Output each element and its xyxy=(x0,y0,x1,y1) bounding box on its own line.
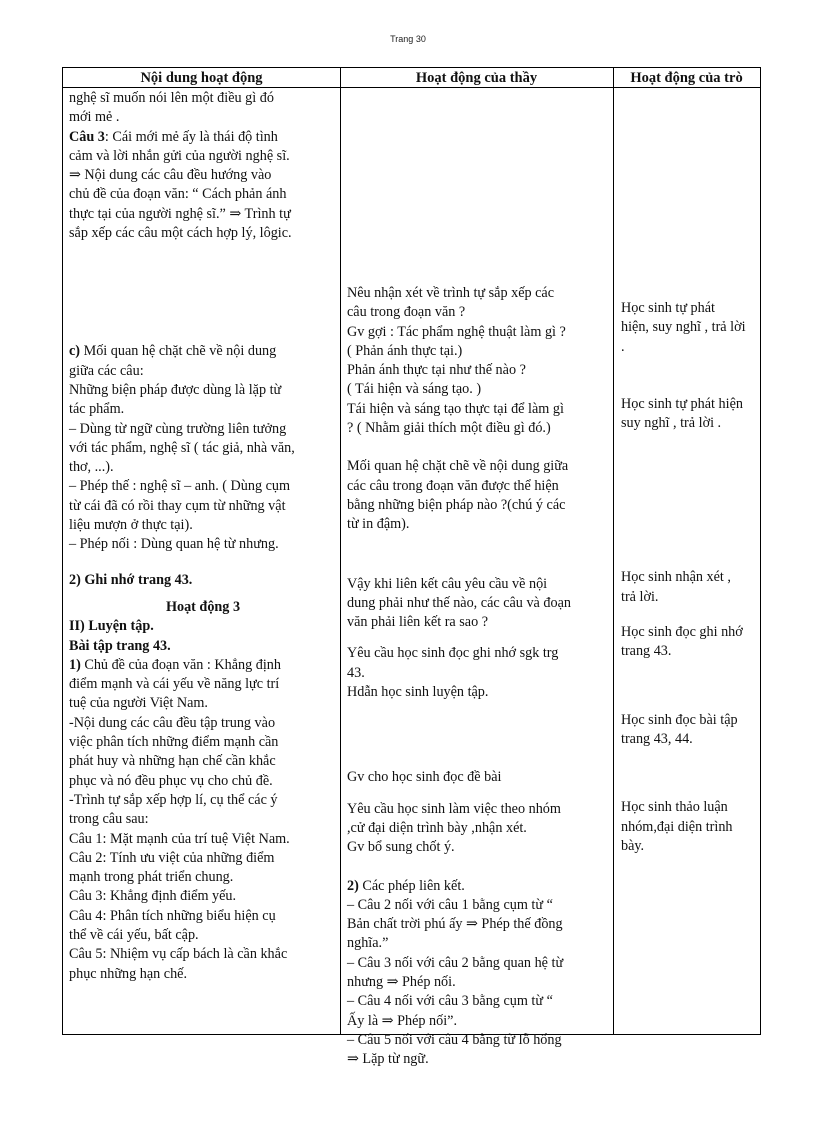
column-divider xyxy=(613,68,614,1034)
text-line: Học sinh nhận xét , xyxy=(621,569,731,586)
activity-heading: Hoạt động 3 xyxy=(165,598,241,615)
text-line: Tái hiện và sáng tạo thực tại để làm gì xyxy=(347,400,564,417)
text-line: trả lời. xyxy=(621,588,659,605)
text-line: – Câu 5 nối với câu 4 bằng từ lỗ hổng xyxy=(347,1031,562,1048)
text-line: nhưng ⇒ Phép nối. xyxy=(347,974,456,991)
text-span: Các phép liên kết. xyxy=(358,877,465,894)
text-line: – Câu 2 nối với câu 1 bằng cụm từ “ xyxy=(347,896,553,913)
text-line: câu trong đoạn văn ? xyxy=(347,304,466,321)
lesson-table xyxy=(62,67,761,1068)
content-column xyxy=(69,89,337,984)
item-label: 2) xyxy=(347,877,359,894)
text-line: Gv gợi : Tác phẩm nghệ thuật làm gì ? xyxy=(347,323,566,340)
table-header-content: Nội dung hoạt động xyxy=(63,68,340,88)
text-line: Những biện pháp được dùng là lặp từ xyxy=(69,381,282,398)
text-line: thơ, ...). xyxy=(69,459,114,476)
student-column xyxy=(621,89,759,856)
text-line: suy nghĩ , trả lời . xyxy=(621,415,722,432)
text-line: nghĩa.” xyxy=(347,935,389,952)
text-line: cảm và lời nhắn gửi của người nghệ sĩ. xyxy=(69,147,290,164)
text-line: hiện, suy nghĩ , trả lời xyxy=(621,319,746,336)
text-line: Hdẫn học sinh luyện tập. xyxy=(347,684,489,701)
text-line: phát huy và những hạn chế cần khắc xyxy=(69,753,276,770)
text-line: nhóm,đại diện trình xyxy=(621,818,733,835)
text-line: bày. xyxy=(621,837,645,854)
text-line: Câu 3: Khẳng định điểm yếu. xyxy=(69,888,237,905)
text-line: Vậy khi liên kết câu yêu cầu về nội xyxy=(347,575,548,592)
text-line: ⇒ Nội dung các câu đều hướng vào xyxy=(69,167,272,184)
text-line: Học sinh tự phát xyxy=(621,300,715,316)
text-line: ( Phản ánh thực tại.) xyxy=(347,342,463,359)
text-line: – Phép nối : Dùng quan hệ từ nhưng. xyxy=(69,536,279,553)
text-line: ? ( Nhằm giải thích một điều gì đó.) xyxy=(347,420,551,437)
practice-heading: II) Luyện tập. xyxy=(69,618,154,635)
text-line xyxy=(69,656,337,675)
text-line: Yêu cầu học sinh làm việc theo nhóm xyxy=(347,800,561,817)
text-line: -Trình tự sắp xếp hợp lí, cụ thể các ý xyxy=(69,791,278,808)
text-line: mạnh trong phát triển chung. xyxy=(69,869,234,886)
text-line: từ in đậm). xyxy=(347,516,410,533)
text-line: sắp xếp các câu một cách hợp lý, lôgic. xyxy=(69,225,292,242)
section-label: c) xyxy=(69,343,81,360)
table-header-teacher: Hoạt động của thầy xyxy=(340,68,613,88)
text-line: thể về cái yếu, bất cập. xyxy=(69,926,199,943)
text-line: việc phân tích những điểm mạnh cần xyxy=(69,734,279,751)
text-line: – Câu 3 nối với câu 2 bằng quan hệ từ xyxy=(347,954,564,971)
text-line: tác phẩm. xyxy=(69,401,125,418)
text-line: Học sinh thảo luận xyxy=(621,799,728,816)
text-line: ⇒ Lặp từ ngữ. xyxy=(347,1051,429,1068)
text-line: Gv bổ sung chốt ý. xyxy=(347,839,455,856)
text-line: phục những hạn chế. xyxy=(69,965,188,982)
text-line: trang 43. xyxy=(621,643,672,660)
text-line: Câu 5: Nhiệm vụ cấp bách là cần khắc xyxy=(69,946,288,963)
text-line: Câu 2: Tính ưu việt của những điểm xyxy=(69,849,275,866)
text-line: thực tại của người nghệ sĩ.” ⇒ Trình tự xyxy=(69,205,291,222)
text-line: mới mẻ . xyxy=(69,109,120,126)
exercise-heading: Bài tập trang 43. xyxy=(69,637,171,654)
text-line: Nêu nhận xét về trình tự sắp xếp các xyxy=(347,285,555,301)
text-line: ( Tái hiện và sáng tạo. ) xyxy=(347,381,482,398)
text-line: giữa các câu: xyxy=(69,362,144,379)
text-span: : Cái mới mẻ ấy là thái độ tình xyxy=(104,128,278,145)
text-line: Bản chất trời phú ấy ⇒ Phép thế đồng xyxy=(347,916,563,933)
text-line: Câu 4: Phân tích những biểu hiện cụ xyxy=(69,907,276,924)
text-line: 43. xyxy=(347,664,365,681)
text-line: Mối quan hệ chặt chẽ về nội dung giữa xyxy=(347,458,569,475)
text-line xyxy=(347,877,611,896)
text-line: Học sinh tự phát hiện xyxy=(621,395,743,412)
text-line: với tác phẩm, nghệ sĩ ( tác giả, nhà văn, xyxy=(69,439,295,456)
text-line: Học sinh đọc ghi nhớ xyxy=(621,624,743,641)
text-line: phục và nó đều phục vụ cho chủ đề. xyxy=(69,772,273,789)
text-line: tuệ của người Việt Nam. xyxy=(69,695,208,712)
text-line: liệu mượn ở thực tại). xyxy=(69,517,193,534)
text-line: ,cử đại diện trình bày ,nhận xét. xyxy=(347,819,527,836)
item-label: 1) xyxy=(69,656,81,673)
text-line: Ấy là ⇒ Phép nối”. xyxy=(347,1012,458,1029)
page-header: Trang 30 xyxy=(390,34,426,44)
text-span: Chủ đề của đoạn văn : Khẳng định xyxy=(80,656,281,673)
text-line: Câu 1: Mặt mạnh của trí tuệ Việt Nam. xyxy=(69,830,290,847)
text-line: trang 43, 44. xyxy=(621,730,693,747)
text-line: – Phép thế : nghệ sĩ – anh. ( Dùng cụm xyxy=(69,478,291,495)
text-line: bằng những biện pháp nào ?(chú ý các xyxy=(347,496,566,513)
teacher-column xyxy=(347,89,611,1070)
text-line: nghệ sĩ muốn nói lên một điều gì đó xyxy=(69,90,274,106)
text-line: Phản ánh thực tại như thế nào ? xyxy=(347,362,526,379)
text-line: Yêu cầu học sinh đọc ghi nhớ sgk trg xyxy=(347,645,559,662)
text-line: trong câu sau: xyxy=(69,811,149,828)
column-divider xyxy=(340,68,341,1034)
table-header-student: Hoạt động của trò xyxy=(613,68,760,88)
text-line: dung phải như thế nào, các câu và đoạn xyxy=(347,594,571,611)
text-line: . xyxy=(621,338,625,355)
text-line: văn phải liên kết ra sao ? xyxy=(347,614,489,631)
memo-heading: 2) Ghi nhớ trang 43. xyxy=(69,571,193,588)
question-label: Câu 3 xyxy=(69,128,105,145)
text-span: Mối quan hệ chặt chẽ về nội dung xyxy=(80,343,277,360)
text-line: điểm mạnh và cái yếu về năng lực trí xyxy=(69,676,280,693)
text-line xyxy=(69,342,337,361)
text-line: – Dùng từ ngữ cùng trường liên tưởng xyxy=(69,420,287,437)
text-line xyxy=(69,128,337,147)
text-line: Gv cho học sinh đọc đề bài xyxy=(347,769,502,786)
text-line: từ cái đã có rồi thay cụm từ những vật xyxy=(69,497,286,514)
text-line: các câu trong đoạn văn được thể hiện xyxy=(347,477,559,494)
text-line: chủ đề của đoạn văn: “ Cách phản ánh xyxy=(69,186,287,203)
text-line: – Câu 4 nối với câu 3 bằng cụm từ “ xyxy=(347,993,553,1010)
text-line: Học sinh đọc bài tập xyxy=(621,711,738,728)
text-line: -Nội dung các câu đều tập trung vào xyxy=(69,714,276,731)
